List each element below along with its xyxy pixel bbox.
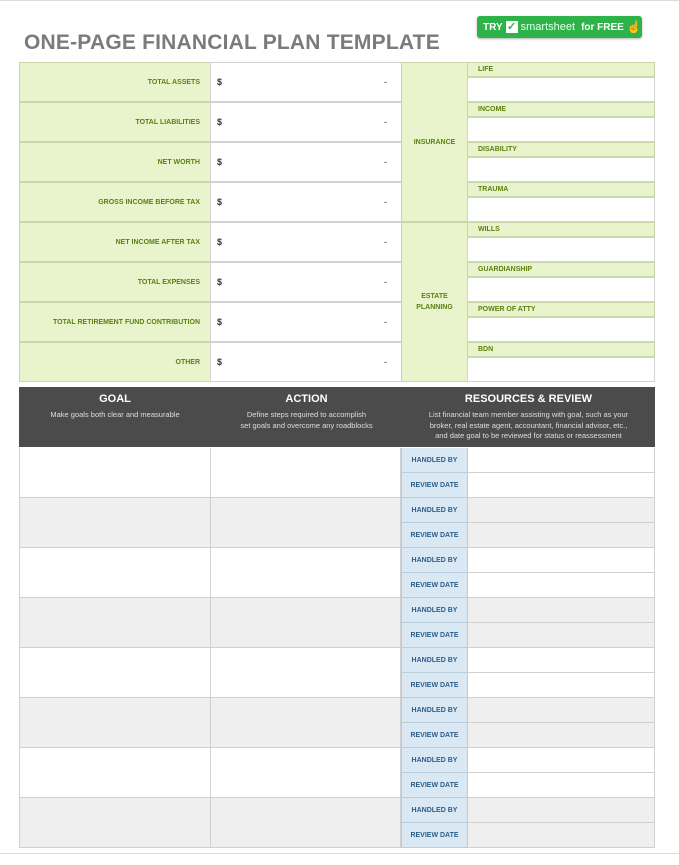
review-date-label: REVIEW DATE: [401, 723, 468, 748]
goal-cell[interactable]: [19, 798, 211, 848]
action-cell[interactable]: [211, 598, 401, 648]
summary-label-retirement-contribution: TOTAL RETIREMENT FUND CONTRIBUTION: [19, 302, 211, 342]
insurance-life-label: LIFE: [467, 62, 655, 77]
insurance-life-field[interactable]: [467, 77, 655, 102]
summary-value-net-income[interactable]: [210, 222, 402, 262]
summary-label-other: OTHER: [19, 342, 211, 382]
badge-brand-text: smartsheet: [520, 21, 576, 33]
goal-cell[interactable]: [19, 698, 211, 748]
handled-by-label: HANDLED BY: [401, 698, 468, 723]
summary-label-net-income: NET INCOME AFTER TAX: [19, 222, 211, 262]
insurance-income-field[interactable]: [467, 117, 655, 142]
table-row: [19, 698, 655, 748]
insurance-disability-label: DISABILITY: [467, 142, 655, 157]
table-row: [19, 498, 655, 548]
table-row: [19, 598, 655, 648]
estate-power-of-atty-label: POWER OF ATTY: [467, 302, 655, 317]
estate-guardianship-field[interactable]: [467, 277, 655, 302]
goal-header-title: GOAL: [99, 393, 131, 405]
summary-label-total-assets: TOTAL ASSETS: [19, 62, 211, 102]
top-divider: [0, 0, 679, 1]
goal-header-desc: Make goals both clear and measurable: [50, 410, 180, 419]
review-date-field[interactable]: [468, 473, 655, 498]
handled-by-field[interactable]: [468, 748, 655, 773]
handled-by-label: HANDLED BY: [401, 548, 468, 573]
currency-symbol: $: [217, 317, 223, 327]
handled-by-field[interactable]: [468, 798, 655, 823]
handled-by-field[interactable]: [468, 548, 655, 573]
review-date-label: REVIEW DATE: [401, 623, 468, 648]
summary-value-total-assets[interactable]: [210, 62, 402, 102]
resources-desc-line3: and date goal to be reviewed for status or reassessment: [435, 431, 622, 440]
action-cell[interactable]: [211, 448, 401, 498]
summary-value-net-worth[interactable]: [210, 142, 402, 182]
handled-by-field[interactable]: [468, 648, 655, 673]
goal-cell[interactable]: [19, 498, 211, 548]
estate-label-line1: ESTATE: [421, 293, 448, 300]
amount-value: -: [384, 77, 387, 87]
action-desc-line1: Define steps required to accomplish: [246, 410, 367, 419]
handled-by-label: HANDLED BY: [401, 648, 468, 673]
review-date-label: REVIEW DATE: [401, 773, 468, 798]
amount-value: -: [384, 357, 387, 367]
amount-value: -: [384, 277, 387, 287]
goal-column-header: [19, 387, 211, 447]
action-cell[interactable]: [211, 548, 401, 598]
action-cell[interactable]: [211, 498, 401, 548]
table-row: [19, 798, 655, 848]
currency-symbol: $: [217, 77, 223, 87]
handled-by-label: HANDLED BY: [401, 498, 468, 523]
checkmark-icon: ✓: [507, 21, 517, 33]
handled-by-label: HANDLED BY: [401, 798, 468, 823]
badge-try-text: TRY: [483, 21, 503, 33]
currency-symbol: $: [217, 197, 223, 207]
resources-column-header: [402, 387, 655, 447]
summary-value-total-expenses[interactable]: [210, 262, 402, 302]
review-date-field[interactable]: [468, 573, 655, 598]
badge-free-text: for FREE: [581, 21, 624, 33]
insurance-trauma-field[interactable]: [467, 197, 655, 222]
summary-value-gross-income[interactable]: [210, 182, 402, 222]
review-date-label: REVIEW DATE: [401, 573, 468, 598]
bottom-divider: [0, 853, 679, 854]
summary-label-total-expenses: TOTAL EXPENSES: [19, 262, 211, 302]
table-row: [19, 448, 655, 498]
currency-symbol: $: [217, 117, 223, 127]
insurance-income-label: INCOME: [467, 102, 655, 117]
action-header-desc: [211, 410, 402, 431]
action-cell[interactable]: [211, 748, 401, 798]
table-row: [19, 548, 655, 598]
currency-symbol: $: [217, 157, 223, 167]
handled-by-label: HANDLED BY: [401, 448, 468, 473]
amount-value: -: [384, 317, 387, 327]
estate-bdn-field[interactable]: [467, 357, 655, 382]
currency-symbol: $: [217, 277, 223, 287]
summary-label-gross-income: GROSS INCOME BEFORE TAX: [19, 182, 211, 222]
plan-table-header: [19, 387, 655, 447]
estate-label-line2: PLANNING: [416, 304, 453, 311]
estate-wills-label: WILLS: [467, 222, 655, 237]
review-date-field[interactable]: [468, 823, 655, 848]
currency-symbol: $: [217, 357, 223, 367]
review-date-field[interactable]: [468, 673, 655, 698]
estate-wills-field[interactable]: [467, 237, 655, 262]
resources-header-desc: [402, 410, 655, 442]
summary-value-retirement-contribution[interactable]: [210, 302, 402, 342]
action-column-header: [211, 387, 402, 447]
review-date-field[interactable]: [468, 723, 655, 748]
goal-cell[interactable]: [19, 648, 211, 698]
estate-bdn-label: BDN: [467, 342, 655, 357]
handled-by-field[interactable]: [468, 598, 655, 623]
summary-value-other[interactable]: [210, 342, 402, 382]
insurance-trauma-label: TRAUMA: [467, 182, 655, 197]
financial-summary-grid: [19, 62, 655, 382]
amount-value: -: [384, 117, 387, 127]
review-date-field[interactable]: [468, 623, 655, 648]
amount-value: -: [384, 157, 387, 167]
handled-by-label: HANDLED BY: [401, 598, 468, 623]
handled-by-field[interactable]: [468, 448, 655, 473]
resources-desc-line2: broker, real estate agent, accountant, financial advisor, etc.,: [429, 420, 628, 430]
hand-cursor-icon: ☝: [626, 20, 642, 34]
summary-label-net-worth: NET WORTH: [19, 142, 211, 182]
review-date-label: REVIEW DATE: [401, 523, 468, 548]
review-date-label: REVIEW DATE: [401, 673, 468, 698]
action-cell[interactable]: [211, 698, 401, 748]
review-date-label: REVIEW DATE: [401, 823, 468, 848]
estate-planning-section-label: [401, 222, 468, 382]
estate-power-of-atty-field[interactable]: [467, 317, 655, 342]
review-date-field[interactable]: [468, 773, 655, 798]
action-cell[interactable]: [211, 798, 401, 848]
action-cell[interactable]: [211, 648, 401, 698]
resources-desc-line1: List financial team member assisting with goal, such as your: [428, 410, 629, 419]
goal-cell[interactable]: [19, 548, 211, 598]
currency-symbol: $: [217, 237, 223, 247]
page-title: ONE-PAGE FINANCIAL PLAN TEMPLATE: [24, 31, 440, 54]
summary-label-total-liabilities: TOTAL LIABILITIES: [19, 102, 211, 142]
insurance-section-label: INSURANCE: [401, 62, 468, 222]
estate-guardianship-label: GUARDIANSHIP: [467, 262, 655, 277]
goal-cell[interactable]: [19, 598, 211, 648]
amount-value: -: [384, 237, 387, 247]
goal-cell[interactable]: [19, 748, 211, 798]
summary-value-total-liabilities[interactable]: [210, 102, 402, 142]
action-header-title: ACTION: [285, 393, 328, 405]
handled-by-field[interactable]: [468, 498, 655, 523]
insurance-disability-field[interactable]: [467, 157, 655, 182]
handled-by-label: HANDLED BY: [401, 748, 468, 773]
table-row: [19, 748, 655, 798]
handled-by-field[interactable]: [468, 698, 655, 723]
review-date-field[interactable]: [468, 523, 655, 548]
try-smartsheet-button[interactable]: [477, 16, 642, 38]
amount-value: -: [384, 197, 387, 207]
table-row: [19, 648, 655, 698]
goal-cell[interactable]: [19, 448, 211, 498]
resources-header-title: RESOURCES & REVIEW: [464, 393, 593, 405]
review-date-label: REVIEW DATE: [401, 473, 468, 498]
action-desc-line2: set goals and overcome any roadblocks: [240, 420, 373, 430]
